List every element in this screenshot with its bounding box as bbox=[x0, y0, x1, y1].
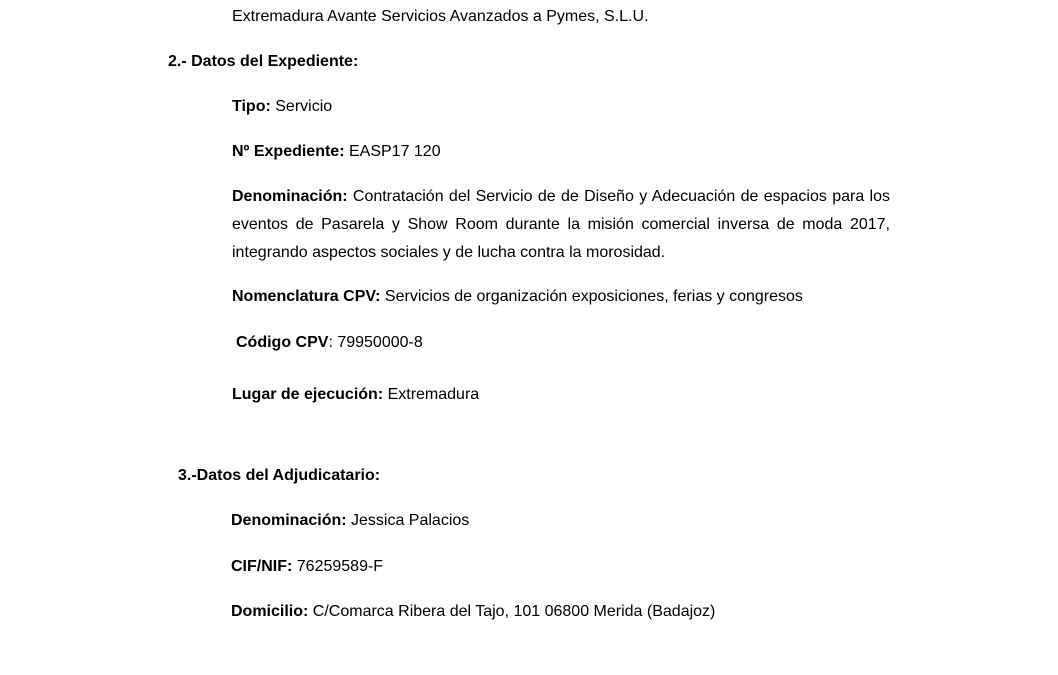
section2-heading: 2.- Datos del Expediente: bbox=[168, 53, 359, 70]
contracting-entity-name: Extremadura Avante Servicios Avanzados a Pymes, S.L.U. bbox=[232, 8, 649, 25]
field-cpv-nomenclatura bbox=[232, 287, 803, 307]
section3-heading: 3.-Datos del Adjudicatario: bbox=[178, 467, 381, 484]
field-cpv-nomenclatura-label: Nomenclatura CPV: bbox=[232, 288, 381, 305]
field-denominacion-expediente-label: Denominación: bbox=[232, 188, 348, 205]
field-cpv-codigo-label: Código CPV bbox=[236, 334, 329, 351]
field-expediente-label: Nº Expediente: bbox=[232, 143, 345, 160]
field-lugar-label: Lugar de ejecución: bbox=[232, 386, 384, 403]
field-cpv-nomenclatura-value: Servicios de organización exposiciones, ferias y congresos bbox=[380, 288, 803, 305]
field-denominacion-expediente-value: Contratación del Servicio de de Diseño y Adecuación de espacios para los eventos de Pasarela y Show Room durante la misión comercial inversa de moda 2017, integrando aspectos sociales y de lucha contra la morosidad. bbox=[232, 188, 890, 261]
field-tipo-label: Tipo: bbox=[232, 98, 271, 115]
field-domicilio bbox=[231, 602, 715, 622]
field-expediente-value: EASP17 120 bbox=[344, 143, 441, 160]
field-cif bbox=[231, 557, 383, 577]
field-cpv-codigo-value: : 79950000-8 bbox=[328, 334, 423, 351]
field-cpv-codigo bbox=[236, 333, 423, 353]
field-expediente bbox=[232, 142, 441, 162]
field-denominacion-expediente bbox=[232, 183, 890, 267]
field-tipo bbox=[232, 97, 332, 117]
field-cif-value: 76259589-F bbox=[292, 558, 384, 575]
field-adjudicatario-denominacion bbox=[231, 511, 469, 531]
field-domicilio-label: Domicilio: bbox=[231, 603, 309, 620]
field-lugar bbox=[232, 385, 479, 405]
field-lugar-value: Extremadura bbox=[383, 386, 480, 403]
field-adjudicatario-denominacion-value: Jessica Palacios bbox=[346, 512, 470, 529]
field-domicilio-value: C/Comarca Ribera del Tajo, 101 06800 Merida (Badajoz) bbox=[308, 603, 716, 620]
field-adjudicatario-denominacion-label: Denominación: bbox=[231, 512, 347, 529]
field-tipo-value: Servicio bbox=[270, 98, 333, 115]
field-cif-label: CIF/NIF: bbox=[231, 558, 293, 575]
